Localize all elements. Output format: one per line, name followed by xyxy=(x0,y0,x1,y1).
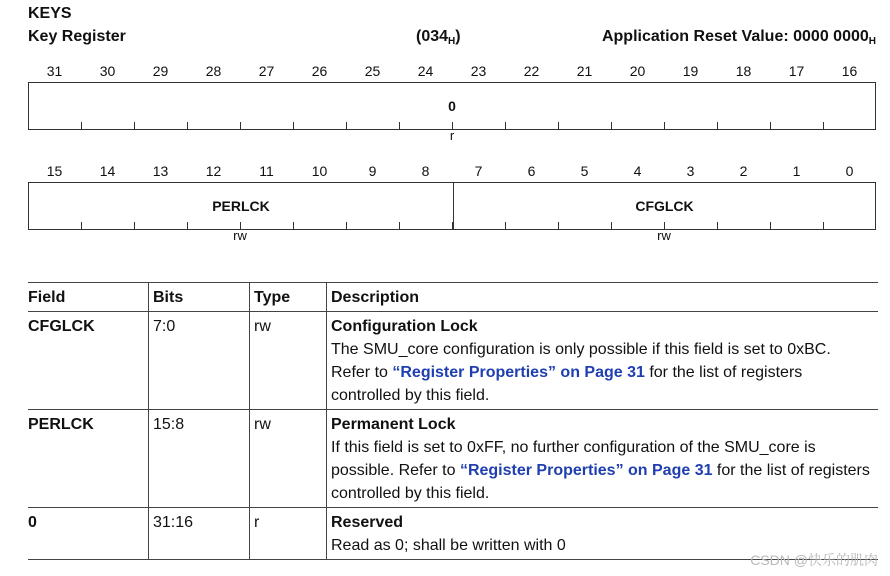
bit-tick xyxy=(823,122,824,129)
bit-number: 28 xyxy=(205,63,222,79)
register-properties-link[interactable]: “Register Properties” on Page 31 xyxy=(392,364,645,381)
cell-bits: 15:8 xyxy=(149,410,250,508)
upper-field-access: r xyxy=(449,128,455,143)
bit-tick xyxy=(293,122,294,129)
bit-tick xyxy=(505,222,506,229)
bit-number: 3 xyxy=(686,163,695,179)
bit-tick xyxy=(134,222,135,229)
bit-tick xyxy=(81,122,82,129)
bit-number: 30 xyxy=(99,63,116,79)
bit-number: 1 xyxy=(792,163,801,179)
description-text: The SMU_core configuration is only possible if this field is set to 0xBC. Refer to xyxy=(331,341,831,381)
bit-number: 8 xyxy=(421,163,430,179)
bit-tick xyxy=(664,122,665,129)
bit-number: 2 xyxy=(739,163,748,179)
bit-number: 17 xyxy=(788,63,805,79)
bit-number: 14 xyxy=(99,163,116,179)
bit-tick xyxy=(505,122,506,129)
reset-value-suffix: H xyxy=(868,36,876,47)
reset-value xyxy=(602,28,876,47)
offset-suffix: H xyxy=(448,36,456,47)
bit-number: 27 xyxy=(258,63,275,79)
bit-tick xyxy=(240,122,241,129)
bit-number: 7 xyxy=(474,163,483,179)
cell-type: rw xyxy=(250,410,327,508)
bit-number: 23 xyxy=(470,63,487,79)
cfglck-field-access: rw xyxy=(657,228,671,243)
header-field: Field xyxy=(28,283,149,312)
bit-tick xyxy=(187,122,188,129)
bit-number: 29 xyxy=(152,63,169,79)
bit-number: 9 xyxy=(368,163,377,179)
bit-number: 11 xyxy=(259,163,274,179)
offset-value: (034 xyxy=(416,28,449,45)
bit-tick xyxy=(399,122,400,129)
perlck-field-access: rw xyxy=(233,228,247,243)
reset-value-label: Application Reset Value: 0000 0000 xyxy=(601,28,869,45)
description-text: for the list of registers controlled by this field. xyxy=(331,462,870,502)
bit-number: 13 xyxy=(152,163,169,179)
description-title: Reserved xyxy=(331,514,404,531)
bit-tick xyxy=(81,222,82,229)
register-short-name: KEYS xyxy=(28,5,72,22)
bit-tick xyxy=(770,222,771,229)
description-title: Permanent Lock xyxy=(331,416,456,433)
cell-bits: 7:0 xyxy=(149,312,250,410)
cell-field: CFGLCK xyxy=(28,312,149,410)
bit-tick xyxy=(452,222,453,229)
bit-tick xyxy=(399,222,400,229)
cell-type: r xyxy=(250,508,327,560)
cell-description xyxy=(327,312,879,410)
header-bits: Bits xyxy=(149,283,250,312)
description-title: Configuration Lock xyxy=(331,318,478,335)
bit-number: 24 xyxy=(417,63,434,79)
field-description-table xyxy=(28,282,878,560)
description-text: for the list of registers controlled by this field. xyxy=(331,364,803,404)
bit-tick xyxy=(346,122,347,129)
bit-tick xyxy=(558,122,559,129)
bit-number: 15 xyxy=(46,163,63,179)
register-long-name: Key Register xyxy=(28,28,126,45)
bit-number: 18 xyxy=(735,63,752,79)
bit-number: 26 xyxy=(311,63,328,79)
lower-bit-numbers xyxy=(28,162,876,180)
bit-number: 31 xyxy=(46,63,63,79)
bit-number: 5 xyxy=(580,163,589,179)
bit-tick xyxy=(611,222,612,229)
bit-number: 22 xyxy=(523,63,540,79)
offset-close: ) xyxy=(455,28,461,45)
upper-field-label: 0 xyxy=(448,98,456,114)
bit-number: 20 xyxy=(629,63,646,79)
bit-tick xyxy=(558,222,559,229)
cell-field: PERLCK xyxy=(28,410,149,508)
register-properties-link[interactable]: “Register Properties” on Page 31 xyxy=(459,462,713,479)
bit-number: 4 xyxy=(633,163,642,179)
register-offset xyxy=(416,28,461,47)
bit-tick xyxy=(717,222,718,229)
bit-number: 12 xyxy=(205,163,222,179)
table-row xyxy=(28,312,878,410)
bit-tick xyxy=(346,222,347,229)
description-text: If this field is set to 0xFF, no further configuration of the SMU_core is possible. Refer to xyxy=(331,439,816,479)
bit-tick xyxy=(134,122,135,129)
bit-number: 21 xyxy=(576,63,593,79)
bit-tick xyxy=(770,122,771,129)
table-row xyxy=(28,410,878,508)
bit-number: 0 xyxy=(845,163,854,179)
cell-description xyxy=(327,410,879,508)
cell-type: rw xyxy=(250,312,327,410)
bit-tick xyxy=(611,122,612,129)
bit-number: 16 xyxy=(841,63,858,79)
header-description: Description xyxy=(327,283,879,312)
bit-tick xyxy=(187,222,188,229)
cell-bits: 31:16 xyxy=(149,508,250,560)
lower-register-box xyxy=(28,182,876,230)
bit-number: 19 xyxy=(682,63,699,79)
cell-field: 0 xyxy=(28,508,149,560)
cfglck-field-label: CFGLCK xyxy=(635,198,694,214)
bit-number: 25 xyxy=(364,63,381,79)
upper-bit-numbers xyxy=(28,62,876,80)
upper-register-box xyxy=(28,82,876,130)
watermark: CSDN @快乐的肌肉 xyxy=(750,552,878,568)
bit-tick xyxy=(823,222,824,229)
bit-tick xyxy=(717,122,718,129)
header-type: Type xyxy=(250,283,327,312)
bit-number: 10 xyxy=(311,163,328,179)
perlck-field-label: PERLCK xyxy=(212,198,270,214)
table-header-row xyxy=(28,283,878,312)
bit-number: 6 xyxy=(527,163,536,179)
description-text: Read as 0; shall be written with 0 xyxy=(331,537,566,554)
bit-tick xyxy=(293,222,294,229)
